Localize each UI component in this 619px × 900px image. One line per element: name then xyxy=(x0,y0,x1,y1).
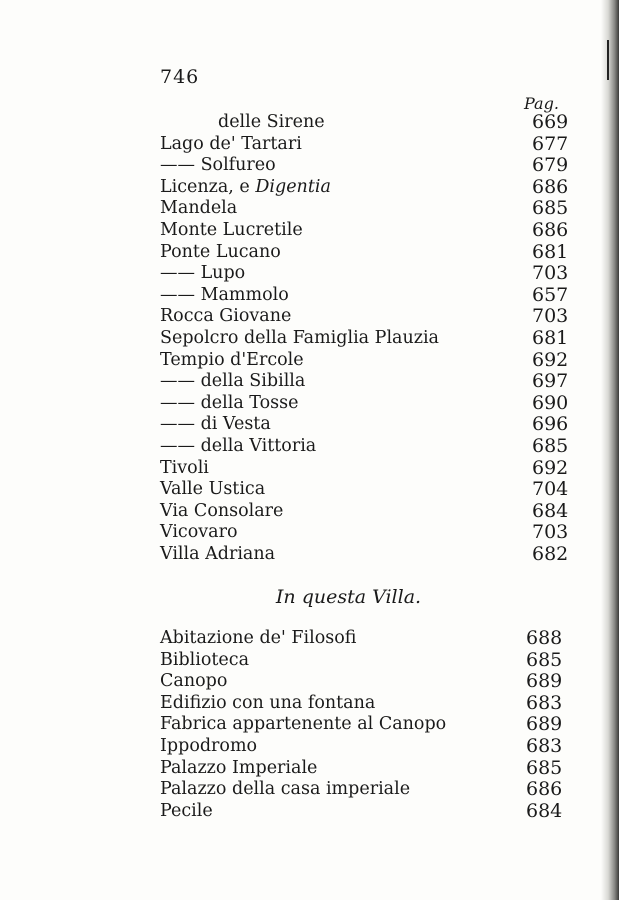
index-entry xyxy=(160,671,580,693)
entry-label: Valle Ustica xyxy=(160,479,266,500)
entry-label: Tempio d'Ercole xyxy=(160,349,304,370)
entry-page-number: 690 xyxy=(532,391,569,414)
index-entry xyxy=(160,285,580,307)
index-entry xyxy=(160,650,580,672)
entry-label: Tivoli xyxy=(160,457,209,478)
entry-label: —— della Vittoria xyxy=(160,435,317,456)
entry-label: Ponte Lucano xyxy=(160,241,281,262)
entry-label: Palazzo Imperiale xyxy=(160,757,318,778)
entry-page-number: 704 xyxy=(532,478,569,501)
entry-label: delle Sirene xyxy=(218,112,325,132)
entry-label: Vicovaro xyxy=(160,522,238,543)
pag-column-header: Pag. xyxy=(524,94,559,113)
entry-label: Abitazione de' Filosofi xyxy=(160,628,357,648)
index-entry xyxy=(160,501,580,523)
index-entry xyxy=(160,544,580,566)
entry-label: —— della Tosse xyxy=(160,392,299,413)
index-entry xyxy=(160,220,580,242)
index-list xyxy=(160,112,580,565)
entry-page-number: 688 xyxy=(526,627,563,649)
index-entry xyxy=(160,758,580,780)
index-entry xyxy=(160,242,580,264)
entry-label: Biblioteca xyxy=(160,649,250,670)
entry-page-number: 685 xyxy=(532,197,569,220)
entry-label: Mandela xyxy=(160,198,238,219)
entry-page-number: 681 xyxy=(532,326,569,349)
entry-page-number: 669 xyxy=(532,111,569,133)
page-number: 746 xyxy=(160,66,200,88)
entry-label: Palazzo della casa imperiale xyxy=(160,779,411,800)
entry-label: —— Solfureo xyxy=(160,155,276,176)
entry-page-number: 681 xyxy=(532,240,569,263)
entry-page-number: 684 xyxy=(532,499,569,522)
entry-label: Via Consolare xyxy=(160,500,284,521)
entry-page-number: 696 xyxy=(532,413,569,436)
entry-label: Villa Adriana xyxy=(160,543,276,564)
index-entry xyxy=(160,458,580,480)
entry-label: Sepolcro della Famiglia Plauzia xyxy=(160,327,439,348)
entry-page-number: 686 xyxy=(526,778,563,801)
entry-page-number: 682 xyxy=(532,542,569,565)
index-entry xyxy=(160,198,580,220)
entry-label: Canopo xyxy=(160,671,228,692)
index-entry xyxy=(160,479,580,501)
index-entry xyxy=(160,693,580,715)
entry-page-number: 677 xyxy=(532,132,569,155)
index-entry xyxy=(160,714,580,736)
entry-label: Edifizio con una fontana xyxy=(160,692,376,713)
entry-page-number: 686 xyxy=(532,218,569,241)
entry-page-number: 697 xyxy=(532,370,569,393)
entry-label: —— della Sibilla xyxy=(160,371,306,392)
villa-index-list xyxy=(160,628,580,822)
villa-subheading: In questa Villa. xyxy=(275,586,422,608)
book-spine-shadow xyxy=(601,0,619,900)
entry-page-number: 686 xyxy=(532,175,569,198)
index-entry xyxy=(160,801,580,823)
index-entry xyxy=(160,112,580,134)
entry-page-number: 683 xyxy=(526,691,563,714)
index-entry xyxy=(160,350,580,372)
entry-label: Pecile xyxy=(160,800,213,821)
index-entry xyxy=(160,436,580,458)
index-entry xyxy=(160,628,580,650)
entry-page-number: 683 xyxy=(526,734,563,757)
index-entry xyxy=(160,328,580,350)
entry-label: —— di Vesta xyxy=(160,414,271,435)
entry-label: —— Mammolo xyxy=(160,284,289,305)
entry-page-number: 685 xyxy=(532,434,569,457)
index-entry xyxy=(160,522,580,544)
entry-label: —— Lupo xyxy=(160,263,246,284)
entry-page-number: 689 xyxy=(526,670,563,693)
entry-label: Ippodromo xyxy=(160,735,258,756)
entry-page-number: 685 xyxy=(526,756,563,779)
entry-page-number: 685 xyxy=(526,648,563,671)
index-entry xyxy=(160,393,580,415)
entry-label: Rocca Giovane xyxy=(160,306,292,327)
entry-label: Licenza, e Digentia xyxy=(160,176,331,197)
index-entry xyxy=(160,134,580,156)
entry-page-number: 703 xyxy=(532,305,569,328)
entry-label: Lago de' Tartari xyxy=(160,133,302,154)
index-entry xyxy=(160,177,580,199)
index-entry xyxy=(160,736,580,758)
entry-page-number: 684 xyxy=(526,799,563,822)
entry-page-number: 657 xyxy=(532,283,569,306)
entry-label: Monte Lucretile xyxy=(160,219,303,240)
index-entry xyxy=(160,414,580,436)
entry-page-number: 692 xyxy=(532,348,569,371)
index-entry xyxy=(160,263,580,285)
entry-page-number: 689 xyxy=(526,713,563,736)
entry-label: Fabrica appartenente al Canopo xyxy=(160,714,447,735)
index-entry xyxy=(160,371,580,393)
index-entry xyxy=(160,306,580,328)
entry-page-number: 692 xyxy=(532,456,569,479)
index-entry xyxy=(160,155,580,177)
entry-page-number: 703 xyxy=(532,521,569,544)
entry-page-number: 703 xyxy=(532,262,569,285)
spine-mark xyxy=(607,40,609,80)
index-entry xyxy=(160,779,580,801)
entry-page-number: 679 xyxy=(532,154,569,177)
